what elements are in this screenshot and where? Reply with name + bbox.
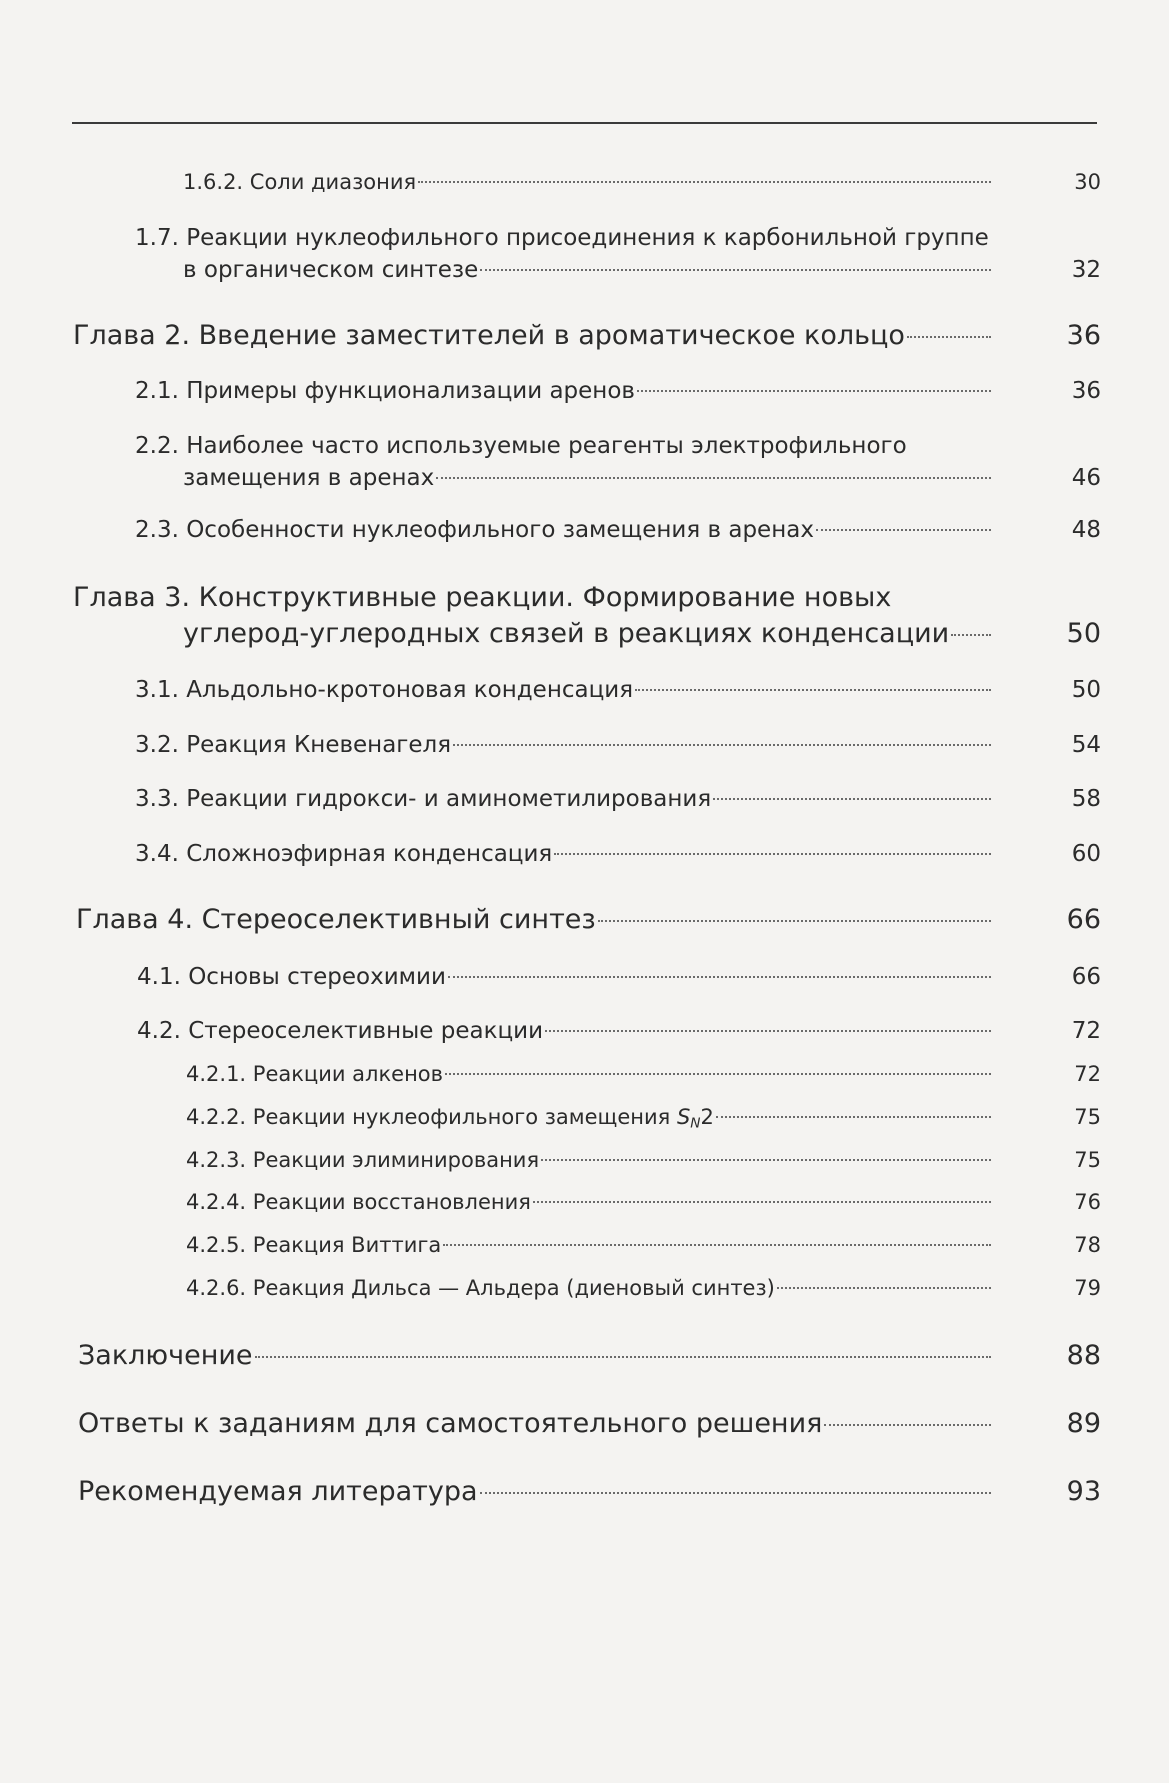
toc-entry-2-3 <box>0 514 1169 546</box>
toc-page-number: 76 <box>1074 1190 1101 1214</box>
leader-dots <box>907 335 991 338</box>
toc-page-number: 46 <box>1071 465 1101 491</box>
toc-page-number: 50 <box>1066 618 1101 649</box>
toc-page-number: 79 <box>1074 1276 1101 1300</box>
toc-entry-4-2-1 <box>0 1058 1169 1090</box>
toc-entry-4-2 <box>0 1015 1169 1047</box>
toc-entry-chapter-3 <box>0 582 1169 650</box>
leader-dots <box>436 476 991 479</box>
toc-page-number: 88 <box>1066 1340 1101 1371</box>
toc-entry-label: 4.2. Стереоселективные реакции <box>137 1018 544 1044</box>
leader-dots <box>480 268 991 271</box>
toc-entry-label: 3.2. Реакция Кневенагеля <box>135 732 452 758</box>
leader-dots <box>716 1115 991 1118</box>
toc-entry-label: Заключение <box>78 1340 253 1371</box>
toc-entry-label: 3.4. Сложноэфирная конденсация <box>135 841 553 867</box>
toc-page-number: 78 <box>1074 1233 1101 1257</box>
toc-page-number: 72 <box>1071 1018 1101 1044</box>
toc-page-number: 58 <box>1071 786 1101 812</box>
toc-entry-2-2 <box>0 430 1169 494</box>
toc-entry-label-cont: замещения в аренах <box>183 465 435 491</box>
toc-entry-label: Ответы к заданиям для самостоятельного решения <box>78 1408 823 1439</box>
toc-page-number: 66 <box>1071 964 1101 990</box>
toc-entry-label: Глава 2. Введение заместителей в ароматическое кольцо <box>73 320 905 351</box>
toc-entry-label: 1.7. Реакции нуклеофильного присоединения к карбонильной группе <box>135 225 989 251</box>
leader-dots <box>713 797 991 800</box>
toc-entry-3-3 <box>0 783 1169 815</box>
toc-page-number: 72 <box>1074 1062 1101 1086</box>
toc-entry-label: 2.1. Примеры функционализации аренов <box>135 378 635 404</box>
leader-dots <box>951 633 991 636</box>
toc-entry-label: 2.2. Наиболее часто используемые реагенты электрофильного <box>135 433 907 459</box>
leader-dots <box>637 389 991 392</box>
toc-page-number: 30 <box>1074 170 1101 194</box>
leader-dots <box>824 1423 991 1426</box>
leader-dots <box>480 1491 991 1494</box>
toc-entry-label: 2.3. Особенности нуклеофильного замещения в аренах <box>135 517 814 543</box>
leader-dots <box>443 1243 991 1246</box>
leader-dots <box>418 180 991 183</box>
toc-page-number: 48 <box>1071 517 1101 543</box>
leader-dots <box>598 919 991 922</box>
toc-entry-conclusion <box>0 1340 1169 1372</box>
toc-entry-answers <box>0 1408 1169 1440</box>
toc-entry-label-cont: углерод-углеродных связей в реакциях конденсации <box>183 618 950 649</box>
toc-page-number: 36 <box>1071 378 1101 404</box>
toc-page-number: 89 <box>1066 1408 1101 1439</box>
toc-entry-label: 1.6.2. Соли диазония <box>183 170 417 194</box>
toc-entry-4-2-4 <box>0 1186 1169 1218</box>
toc-page-number: 54 <box>1071 732 1101 758</box>
toc-page-number: 93 <box>1066 1476 1101 1507</box>
leader-dots <box>816 528 991 531</box>
toc-entry-label: 4.2.5. Реакция Виттига <box>186 1233 442 1257</box>
toc-entry-chapter-4 <box>0 904 1169 936</box>
leader-dots <box>541 1158 991 1161</box>
toc-entry-4-2-6 <box>0 1272 1169 1304</box>
toc-entry-label: 4.2.2. Реакции нуклеофильного замещения $S_N2$ <box>186 1105 714 1132</box>
toc-entry-label: 3.1. Альдольно-кротоновая конденсация <box>135 677 634 703</box>
toc-entry-label: 3.3. Реакции гидрокси- и аминометилирования <box>135 786 712 812</box>
toc-entry-4-2-2 <box>0 1101 1169 1133</box>
toc-entry-4-1 <box>0 961 1169 993</box>
leader-dots <box>635 688 991 691</box>
toc-entry-4-2-3 <box>0 1144 1169 1176</box>
leader-dots <box>554 852 991 855</box>
toc-entry-3-2 <box>0 729 1169 761</box>
toc-entry-label: 4.2.3. Реакции элиминирования <box>186 1148 540 1172</box>
toc-entry-label-cont: в органическом синтезе <box>183 257 479 283</box>
toc-entry-label: Рекомендуемая литература <box>78 1476 478 1507</box>
toc-page-number: 66 <box>1066 904 1101 935</box>
toc-entry-1-6-2 <box>0 166 1169 198</box>
leader-dots <box>445 1072 991 1075</box>
toc-page-number: 60 <box>1071 841 1101 867</box>
toc-entry-4-2-5 <box>0 1229 1169 1261</box>
toc-entry-chapter-2 <box>0 320 1169 352</box>
toc-page-number: 36 <box>1066 320 1101 351</box>
toc-entry-3-4 <box>0 838 1169 870</box>
leader-dots <box>453 743 991 746</box>
toc-entry-label: Глава 4. Стереоселективный синтез <box>76 904 596 935</box>
toc-page-number: 50 <box>1071 677 1101 703</box>
toc-entry-1-7 <box>0 222 1169 286</box>
toc-entry-label: 4.1. Основы стереохимии <box>137 964 446 990</box>
leader-dots <box>533 1200 991 1203</box>
toc-page-number: 75 <box>1074 1105 1101 1129</box>
toc-page-number: 75 <box>1074 1148 1101 1172</box>
toc-entry-label: Глава 3. Конструктивные реакции. Формирование новых <box>73 582 892 613</box>
toc-page-number: 32 <box>1071 257 1101 283</box>
leader-dots <box>448 975 991 978</box>
toc-entry-label: 4.2.1. Реакции алкенов <box>186 1062 444 1086</box>
leader-dots <box>545 1029 991 1032</box>
toc-entry-label: 4.2.6. Реакция Дильса — Альдера (диеновый синтез) <box>186 1276 775 1300</box>
toc-entry-literature <box>0 1476 1169 1508</box>
toc-entry-3-1 <box>0 674 1169 706</box>
toc-entry-2-1 <box>0 375 1169 407</box>
leader-dots <box>777 1286 991 1289</box>
toc-entry-label: 4.2.4. Реакции восстановления <box>186 1190 531 1214</box>
leader-dots <box>255 1355 991 1358</box>
